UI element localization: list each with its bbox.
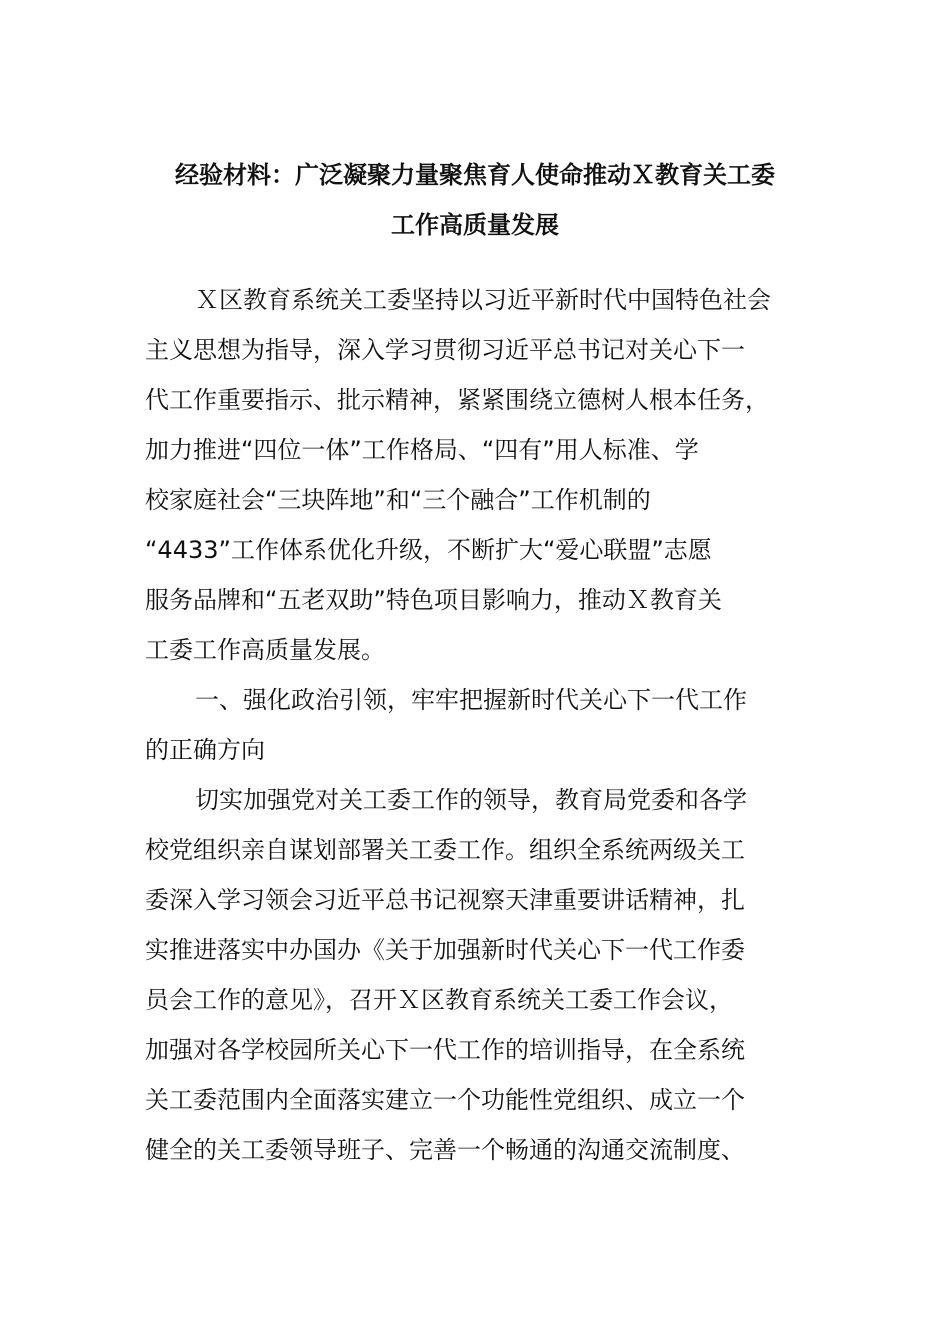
paragraph-line: 关工委范围内全面落实建立一个功能性党组织、成立一个: [145, 1086, 745, 1114]
section-heading-line: 一、强化政治引领，牢牢把握新时代关心下一代工作: [195, 686, 747, 714]
paragraph-line: 切实加强党对关工委工作的领导，教育局党委和各学: [195, 786, 747, 814]
paragraph-line: 校家庭社会“三块阵地”和“三个融合”工作机制的: [145, 486, 651, 514]
document-title-line-1: 经验材料：广泛凝聚力量聚焦育人使命推动Ｘ教育关工委: [175, 161, 775, 189]
paragraph-line: 加强对各学校园所关心下一代工作的培训指导，在全系统: [145, 1036, 745, 1064]
paragraph-line: 校党组织亲自谋划部署关工委工作。组织全系统两级关工: [145, 836, 745, 864]
paragraph-line: “4433”工作体系优化升级，不断扩大“爱心联盟”志愿: [145, 536, 712, 564]
document-title-line-2: 工作高质量发展: [391, 211, 559, 239]
paragraph-line: 员会工作的意见》，召开Ｘ区教育系统关工委工作会议，: [145, 986, 733, 1014]
paragraph-line: 主义思想为指导，深入学习贯彻习近平总书记对关心下一: [145, 336, 745, 364]
paragraph-line: 代工作重要指示、批示精神，紧紧围绕立德树人根本任务，: [145, 386, 769, 414]
paragraph-line: 加力推进“四位一体”工作格局、“四有”用人标准、学: [145, 436, 699, 464]
paragraph-line: 服务品牌和“五老双助”特色项目影响力，推动Ｘ教育关: [145, 586, 722, 614]
paragraph-line: 实推进落实中办国办《关于加强新时代关心下一代工作委: [145, 936, 745, 964]
paragraph-line: 工委工作高质量发展。: [145, 636, 385, 664]
paragraph-line: Ｘ区教育系统关工委坚持以习近平新时代中国特色社会: [195, 286, 771, 314]
paragraph-line: 健全的关工委领导班子、完善一个畅通的沟通交流制度、: [145, 1136, 745, 1164]
paragraph-line: 委深入学习领会习近平总书记视察天津重要讲话精神，扎: [145, 886, 745, 914]
section-heading-line: 的正确方向: [145, 736, 265, 764]
